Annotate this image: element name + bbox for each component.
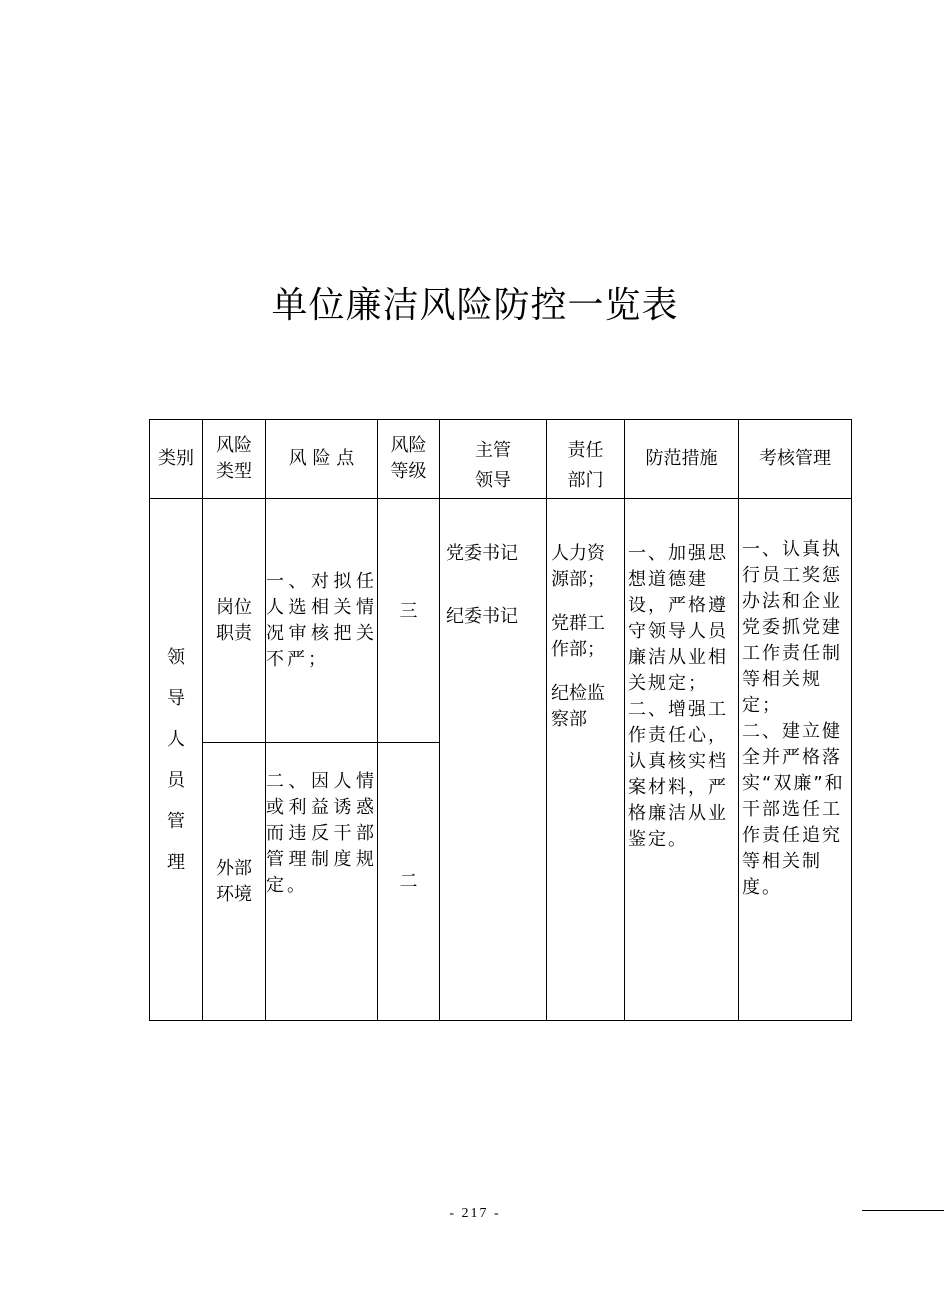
footer-rule <box>862 1210 944 1211</box>
header-leader: 主管 领导 <box>440 420 547 499</box>
page-number: - 217 - <box>449 1206 501 1221</box>
header-assessment: 考核管理 <box>739 420 852 499</box>
header-risk-point: 风 险 点 <box>266 420 378 499</box>
assessment-cell: 一、认真执行员工奖惩办法和企业党委抓党建工作责任制等相关规定； 二、建立健全并严格落实“双廉”和干部选任工作责任追究等相关制度。 <box>739 499 852 1021</box>
risk-type-cell: 外部 环境 <box>203 743 266 1021</box>
risk-point-cell: 二、因人情或利益诱惑而违反干部管理制度规定。 <box>266 743 378 1021</box>
page-title: 单位廉洁风险防控一览表 <box>271 285 679 326</box>
category-cell: 领 导 人 员 管 理 <box>150 499 203 1021</box>
header-risk-type: 风险 类型 <box>203 420 266 499</box>
risk-control-table <box>149 419 852 1021</box>
risk-point-cell: 一、对拟任人选相关情况审核把关不严； <box>266 499 378 743</box>
measures-cell: 一、加强思想道德建设，严格遵守领导人员廉洁从业相关规定； 二、增强工作责任心，认真核实档案材料，严格廉洁从业鉴定。 <box>625 499 739 1021</box>
department-cell: 人力资 源部； 党群工 作部； 纪检监 察部 <box>547 499 625 1021</box>
risk-level-cell: 二 <box>378 743 440 1021</box>
risk-type-cell: 岗位 职责 <box>203 499 266 743</box>
header-department: 责任 部门 <box>547 420 625 499</box>
risk-level-cell: 三 <box>378 499 440 743</box>
table-row <box>150 499 852 743</box>
header-risk-level: 风险 等级 <box>378 420 440 499</box>
header-category: 类别 <box>150 420 203 499</box>
header-measures: 防范措施 <box>625 420 739 499</box>
leader-cell: 党委书记 纪委书记 <box>440 499 547 1021</box>
header-row <box>150 420 852 499</box>
